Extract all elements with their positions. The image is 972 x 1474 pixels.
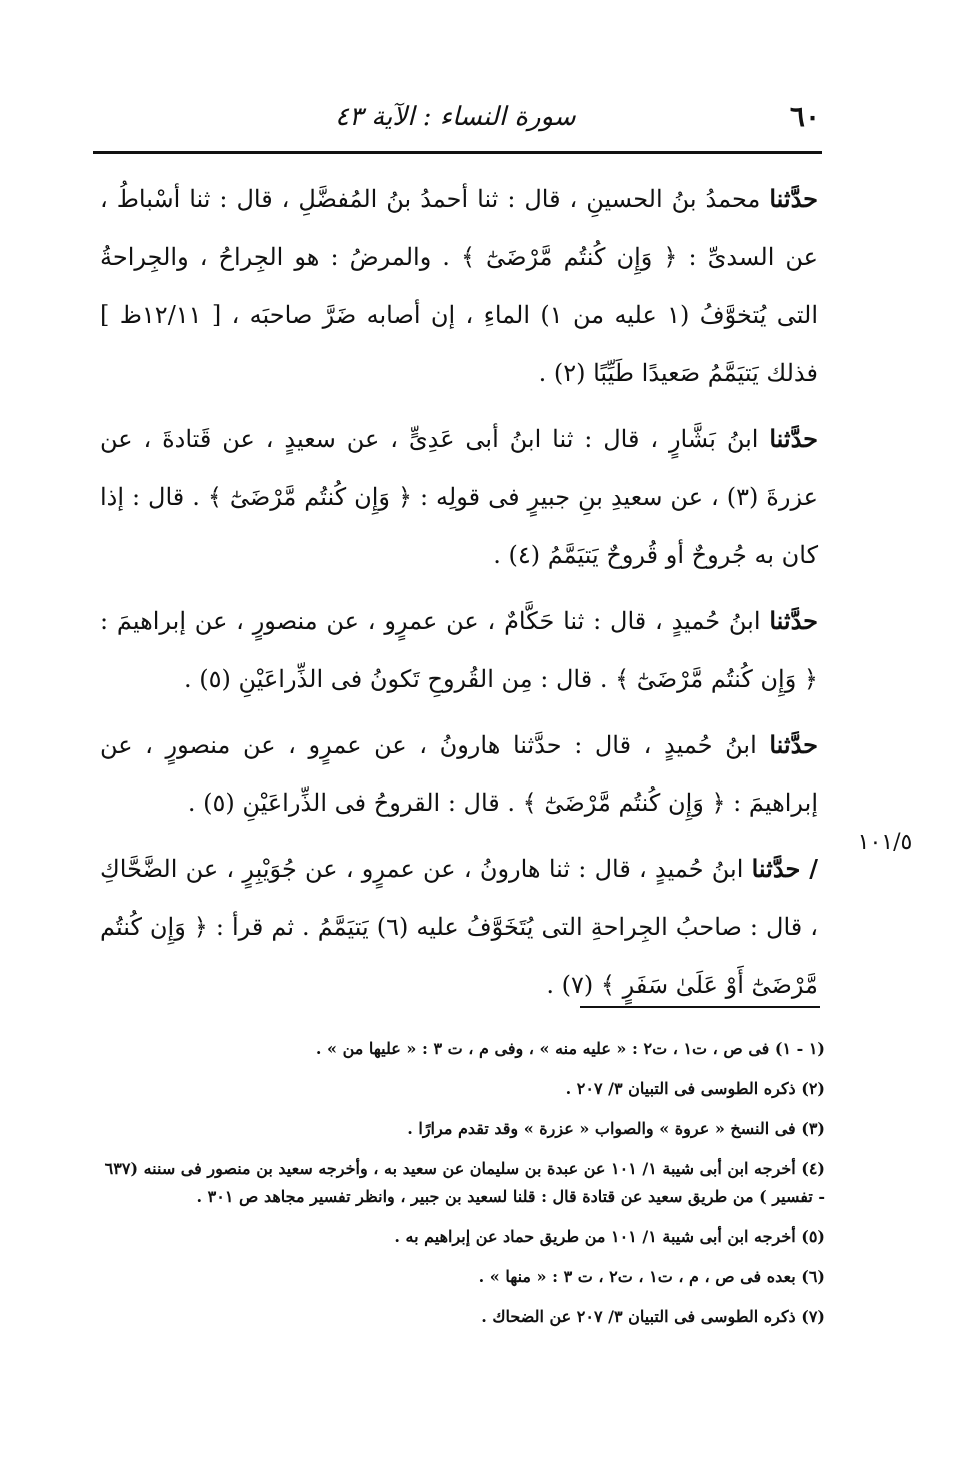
- footnote: (٤) أخرجه ابن أبى شيبة ١/ ١٠١ عن عبدة بن سليمان عن سعيد به ، وأخرجه سعيد بن منصور فى سننه (٦٣٧ - تفسير ) من طريق سعيد عن قتادة قال : قلنا لسعيد بن جبير ، وانظر تفسير مجاهد ص ٣٠١ .: [104, 1159, 825, 1206]
- footnote-divider: [580, 1006, 820, 1008]
- paragraph-text: ابنُ حُميدٍ ، قال : ثنا هارونُ ، عن عمرٍو ، عن جُوَيْبِرٍ ، عن الضَّحَّاكِ ، قال : صاحبُ الجِراحةِ التى يُتَخَوَّفُ عليه (٦) يَتيَمَّمُ . ثم قرأ : ﴿ وَإِن كُنتُم مَّرْضَىٰٓ أَوْ عَلَىٰ سَفَرٍ ﴾ (٧) .: [100, 855, 819, 999]
- paragraph: [100, 410, 818, 584]
- main-text: [100, 170, 818, 1022]
- paragraph-lead: / حدَّثنا: [751, 854, 818, 883]
- running-title: سورة النساء : الآية ٤٣: [335, 102, 576, 132]
- paragraph-lead: حدَّثنا: [769, 424, 818, 453]
- paragraph-lead: حدَّثنا: [769, 606, 818, 635]
- footnote: (٢) ذكره الطوسى فى التبيان ٣/ ٢٠٧ .: [565, 1079, 825, 1098]
- paragraph: [100, 592, 818, 708]
- footnote: (٧) ذكره الطوسى فى التبيان ٣/ ٢٠٧ عن الضحاك .: [481, 1307, 825, 1326]
- paragraph-text: ابنُ حُميدٍ ، قال : ثنا حَكَّامٌ ، عن عمرٍو ، عن منصورٍ ، عن إبراهيمَ : ﴿ وَإِن كُنتُم مَّرْضَىٰٓ ﴾ . قال : مِن القُروحِ تَكونُ فى الذِّراعَيْنِ (٥) .: [100, 607, 818, 693]
- page-number: ٦٠: [789, 100, 820, 133]
- footnote: (١ - ١) فى ص ، ت١ ، ت٢ : « عليه منه » ، وفى م ، ت ٣ : « عليها من » .: [315, 1039, 825, 1058]
- header-divider: [93, 151, 822, 154]
- paragraph: [100, 840, 818, 1014]
- footnote: (٣) فى النسخ « عروة » والصواب « عزرة » وقد تقدم مرارًا .: [407, 1119, 825, 1138]
- footnote: (٥) أخرجه ابن أبى شيبة ١/ ١٠١ من طريق حماد عن إبراهيم به .: [394, 1227, 825, 1246]
- page-header: [95, 100, 820, 140]
- footnote: (٦) بعده فى ص ، م ، ت١ ، ت٢ ، ت ٣ : « منها » .: [478, 1267, 825, 1286]
- paragraph-lead: حدَّثنا: [769, 184, 818, 213]
- paragraph-text: ابنُ حُميدٍ ، قال : حدَّثنا هارونُ ، عن عمرٍو ، عن منصورٍ ، عن إبراهيمَ : ﴿ وَإِن كُنتُم مَّرْضَىٰٓ ﴾ . قال : القروحُ فى الذِّراعَيْنِ (٥) .: [100, 731, 818, 817]
- margin-reference: ١٠١/٥: [857, 830, 913, 855]
- paragraph: [100, 716, 818, 832]
- footnotes: [100, 1035, 825, 1343]
- paragraph-lead: حدَّثنا: [769, 730, 818, 759]
- paragraph-text: ابنُ بَشَّارٍ ، قال : ثنا ابنُ أبى عَدِىٍّ ، عن سعيدٍ ، عن قَتادةَ ، عن عزرةَ (٣) ، عن سعيدِ بنِ جبيرٍ فى قولِه : ﴿ وَإِن كُنتُم مَّرْضَىٰٓ ﴾ . قال : إذا كان به جُروحٌ أو قُروحٌ يَتيَمَّمُ (٤) .: [100, 425, 819, 569]
- paragraph: [100, 170, 818, 402]
- paragraph-text: محمدُ بنُ الحسينِ ، قال : ثنا أحمدُ بنُ المُفضَّلِ ، قال : ثنا أسْباطُ ، عن السدىِّ : ﴿ وَإِن كُنتُم مَّرْضَىٰٓ ﴾ . والمرضُ : هو الجِراحُ ، والجِراحةُ التى يُتخوَّفُ (١ عليه من ١) الماءِ ، إن أصابه ضَرَّ صاحبَه ، [ ١٢/١١ظ ] فذلك يَتيَمَّمُ صَعيدًا طَيِّبًا (٢) .: [100, 185, 819, 387]
